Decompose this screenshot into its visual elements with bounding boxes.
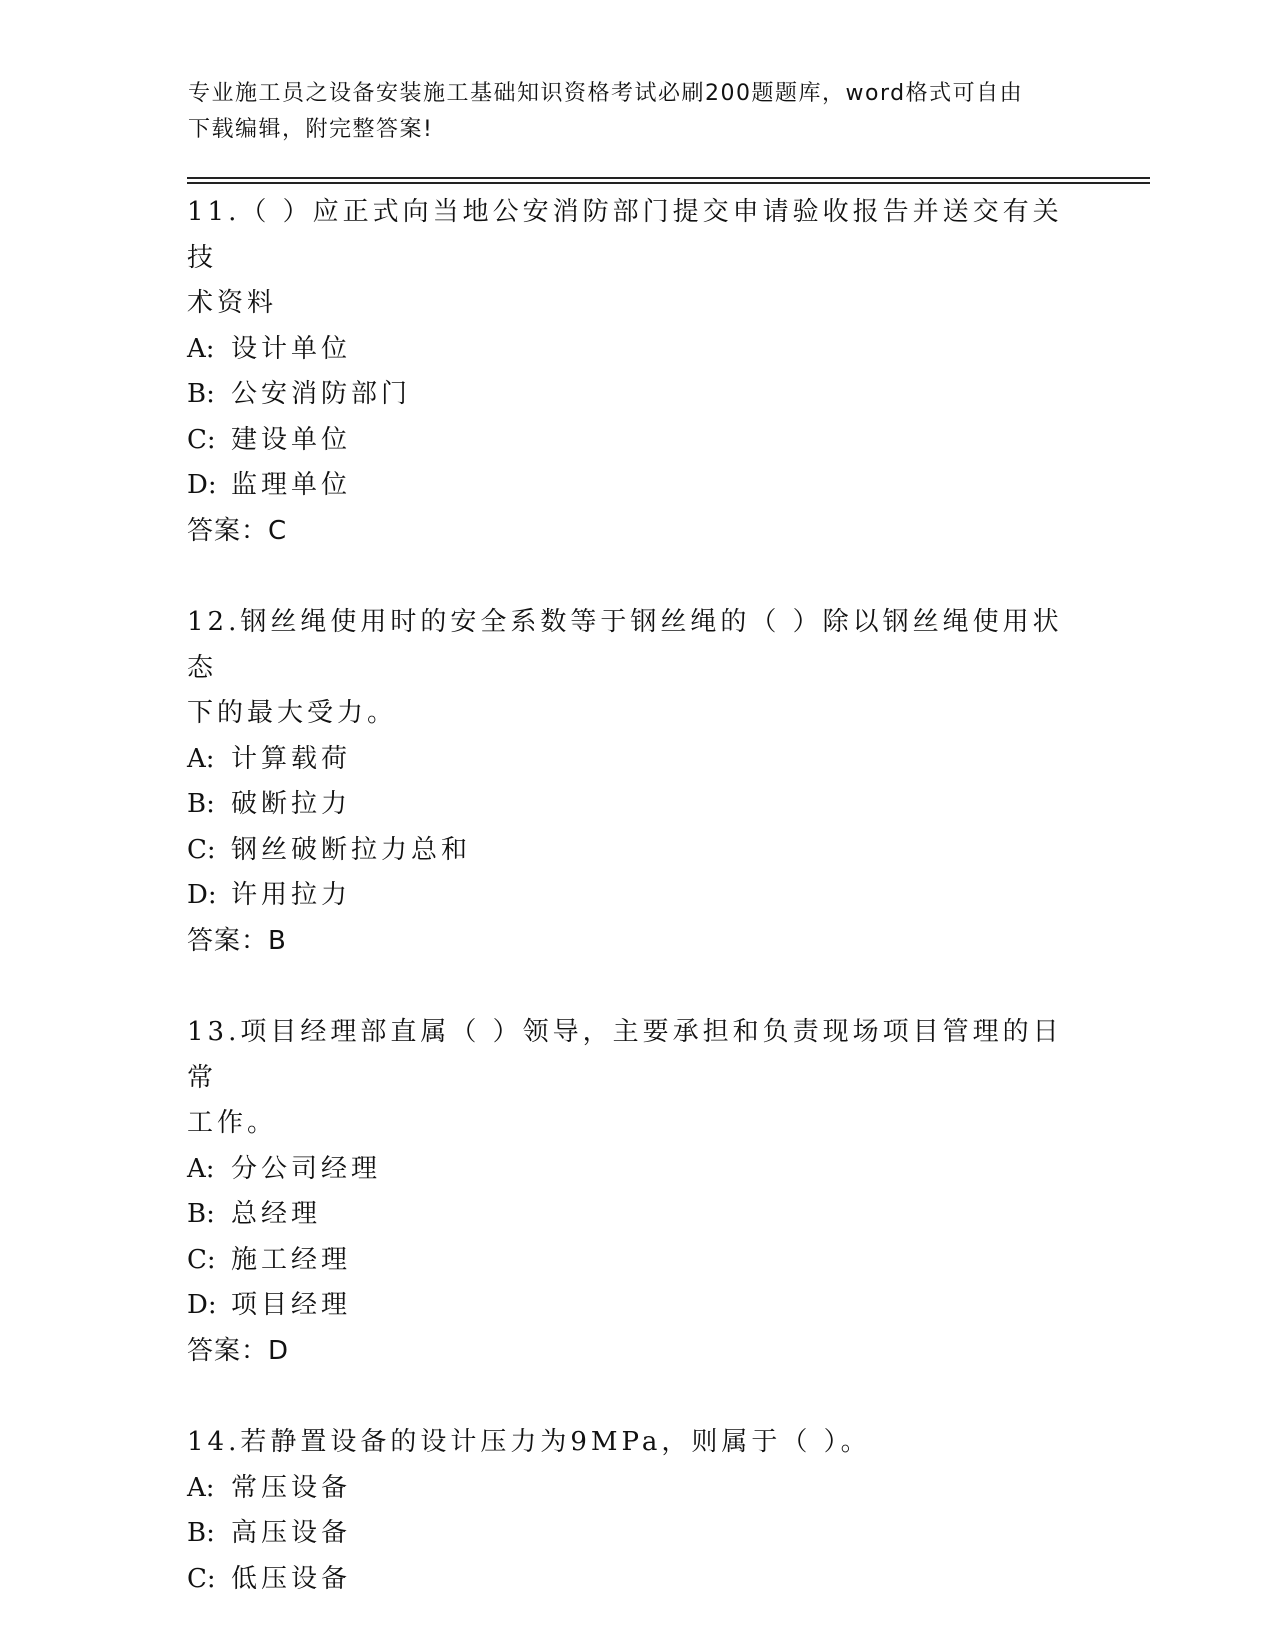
option-text: 钢丝破断拉力总和 <box>231 834 472 865</box>
option-c <box>187 1238 1067 1284</box>
option-a <box>187 327 1067 373</box>
option-text: 分公司经理 <box>231 1153 382 1184</box>
question-stem-line: 下的最大受力。 <box>187 698 398 728</box>
answer-line: 答案：B <box>187 925 287 956</box>
question-stem-line: 11.（ ）应正式向当地公安消防部门提交申请验收报告并送交有关技 <box>187 197 1063 273</box>
option-text: 低压设备 <box>231 1563 352 1594</box>
option-d <box>187 873 1067 919</box>
header-line-2: 下载编辑，附完整答案! <box>188 117 434 142</box>
option-text: 总经理 <box>231 1199 322 1229</box>
option-text: 建设单位 <box>231 424 352 455</box>
question-11 <box>187 190 1067 554</box>
question-stem <box>187 600 1067 737</box>
option-text: 施工经理 <box>231 1244 352 1275</box>
question-list <box>187 190 1067 1648</box>
option-letter: D: <box>187 1290 217 1320</box>
question-stem-line: 13.项目经理部直属（ ）领导，主要承担和负责现场项目管理的日常 <box>187 1017 1063 1093</box>
answer-line: 答案：D <box>187 1335 290 1366</box>
option-a <box>187 737 1067 783</box>
header-line-1: 专业施工员之设备安装施工基础知识资格考试必刷200题题库，word格式可自由 <box>188 81 1024 106</box>
option-letter: C: <box>187 424 216 455</box>
option-text: 公安消防部门 <box>231 379 412 409</box>
option-letter: B: <box>187 789 215 819</box>
option-c <box>187 828 1067 874</box>
question-stem <box>187 190 1067 327</box>
option-letter: A: <box>187 743 215 774</box>
option-text: 常压设备 <box>231 1472 352 1503</box>
question-stem-line: 术资料 <box>187 288 278 318</box>
header-rule-top <box>187 177 1150 179</box>
option-letter: A: <box>187 1472 215 1503</box>
option-d <box>187 1283 1067 1329</box>
question-stem-line: 14.若静置设备的设计压力为9MPa，则属于（ ）。 <box>187 1427 871 1457</box>
header-rule-bottom <box>187 182 1150 184</box>
option-a <box>187 1466 1067 1512</box>
option-letter: C: <box>187 1244 216 1275</box>
option-letter: B: <box>187 1199 215 1229</box>
option-text: 计算载荷 <box>231 743 352 774</box>
option-letter: C: <box>187 834 216 865</box>
question-13 <box>187 1010 1067 1374</box>
option-text: 项目经理 <box>231 1290 352 1320</box>
question-stem <box>187 1010 1067 1147</box>
question-12 <box>187 600 1067 964</box>
option-b <box>187 1192 1067 1238</box>
option-c <box>187 1557 1067 1603</box>
document-header <box>188 76 1068 148</box>
option-letter: D: <box>187 470 217 500</box>
option-letter: C: <box>187 1563 216 1594</box>
option-b <box>187 1511 1067 1557</box>
option-letter: A: <box>187 1153 215 1184</box>
question-stem-line: 12.钢丝绳使用时的安全系数等于钢丝绳的（ ）除以钢丝绳使用状态 <box>187 607 1063 683</box>
option-text: 破断拉力 <box>231 789 352 819</box>
option-d <box>187 463 1067 509</box>
option-b <box>187 372 1067 418</box>
option-b <box>187 782 1067 828</box>
option-text: 监理单位 <box>231 470 352 500</box>
question-stem-line: 工作。 <box>187 1108 278 1138</box>
question-stem <box>187 1420 1067 1466</box>
option-letter: B: <box>187 379 215 409</box>
option-c <box>187 418 1067 464</box>
option-letter: A: <box>187 333 215 364</box>
option-text: 许用拉力 <box>231 880 352 910</box>
question-14 <box>187 1420 1067 1602</box>
option-text: 高压设备 <box>231 1518 352 1548</box>
option-a <box>187 1147 1067 1193</box>
option-letter: D: <box>187 880 217 910</box>
option-letter: B: <box>187 1518 215 1548</box>
answer-line: 答案：C <box>187 515 288 546</box>
option-text: 设计单位 <box>231 333 352 364</box>
